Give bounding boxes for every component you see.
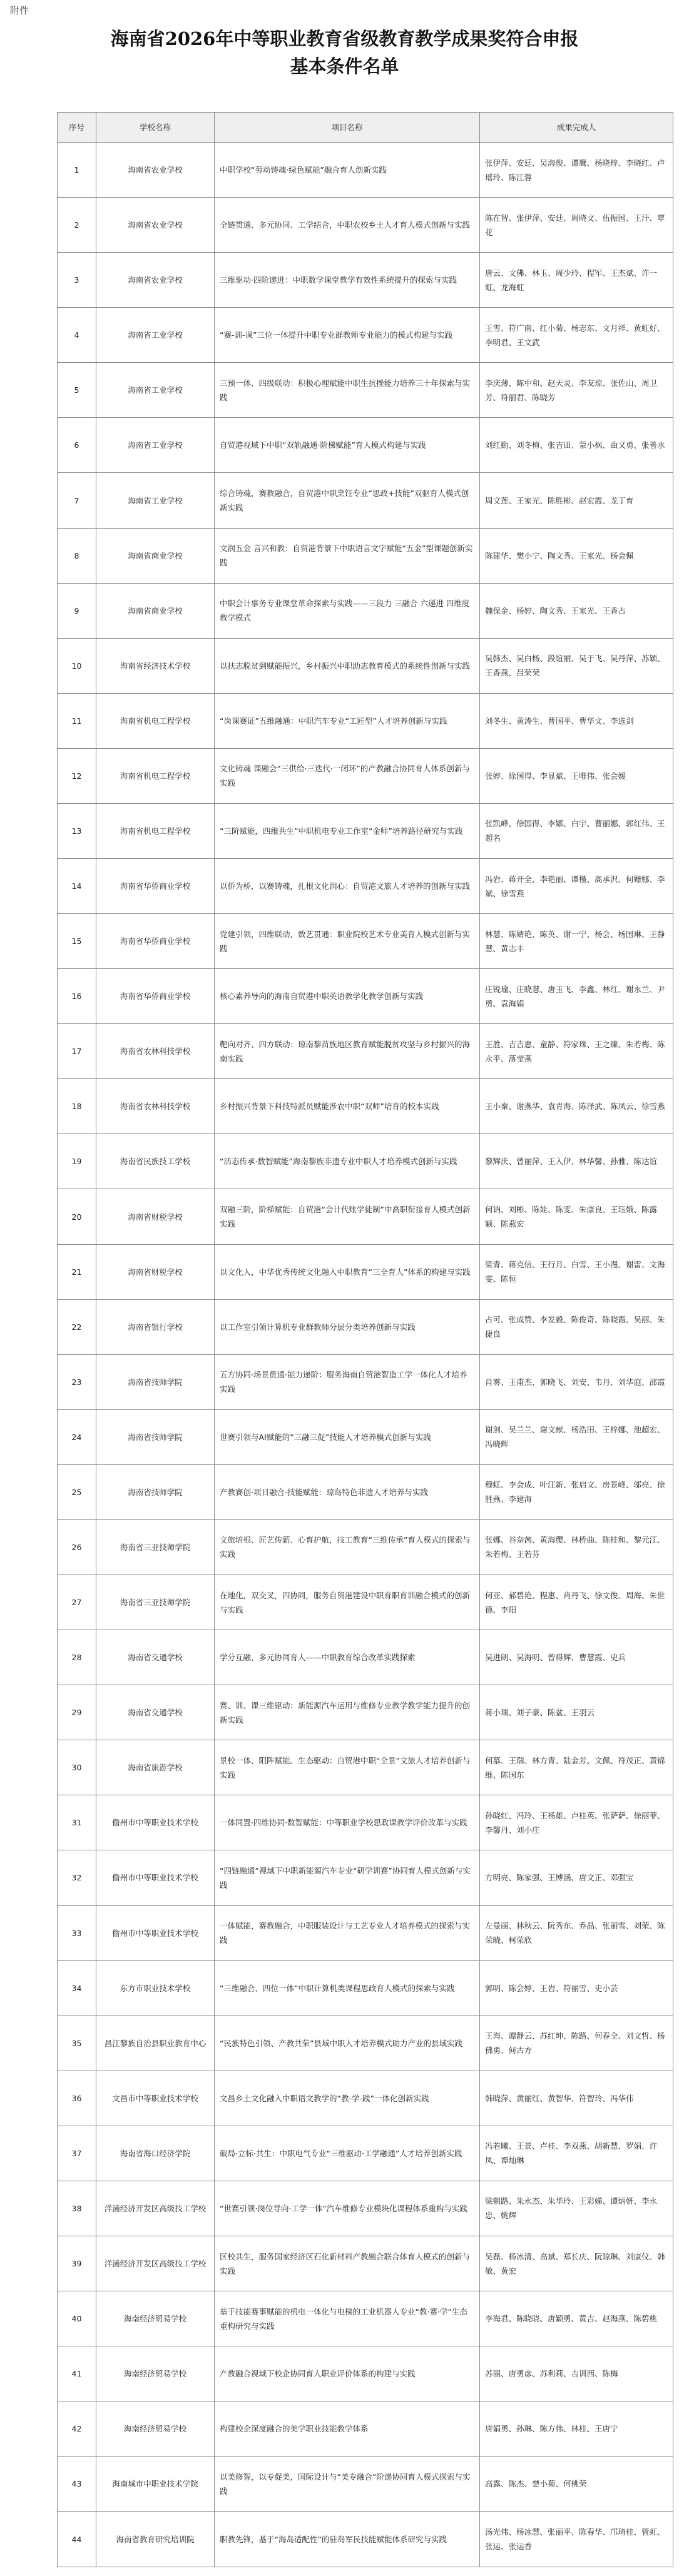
- row-index: 20: [58, 1189, 96, 1244]
- row-members: 孙晓红、冯玲、王杨雄、卢桂英、张萨萨、徐丽菲、李馨丹、刘小庄: [480, 1795, 673, 1850]
- table-row: [58, 1079, 673, 1134]
- row-index: 26: [58, 1519, 96, 1575]
- row-school: 海南省农业学校: [96, 253, 215, 308]
- row-project: 靶向对齐、四方联动：琼南黎苗族地区教育赋能脱贫攻坚与乡村振兴的海南实践: [215, 1024, 480, 1079]
- row-project: 一体同置·四维协同·数智赋能：中等职业学校思政课教学评价改革与实践: [215, 1795, 480, 1850]
- row-members: 吴磊、杨冰清、高斌、郑长庆、阮琼琳、刘康仪、韩敏、黄宏: [480, 2236, 673, 2291]
- row-members: 张凯峰、徐国得、李娜、白宇、曹丽娜、郭红伟、王超名: [480, 803, 673, 858]
- row-project: 核心素养导向的海南自贸港中职英语教学化教学创新与实践: [215, 969, 480, 1024]
- row-members: 林慧、陈婧艳、陈英、谢一宁、杨会、杨国琳、王静慧、黄志丰: [480, 914, 673, 969]
- row-index: 11: [58, 693, 96, 748]
- row-members: 王胜、吉吉惠、童静、符家珠、王之臻、朱若梅、陈永平、落莹燕: [480, 1024, 673, 1079]
- row-school: 海南省财税学校: [96, 1244, 215, 1299]
- page-title: 海南省2026年中等职业教育省级教育教学成果奖符合申报: [110, 28, 579, 49]
- row-school: 海南省三亚技师学院: [96, 1575, 215, 1630]
- row-project: 职教先锋，基于“海岛适配性”的驻岛军民技能赋能体系研究与实践: [215, 2512, 480, 2567]
- row-project: 在地化，双交叉，四协同，服务自贸港建设中职育职育训融合模式的创新与实践: [215, 1575, 480, 1630]
- table-row: [58, 2457, 673, 2512]
- row-index: 31: [58, 1795, 96, 1850]
- table-row: [58, 308, 673, 363]
- table-row: [58, 2401, 673, 2457]
- table-row: [58, 1575, 673, 1630]
- row-index: 15: [58, 914, 96, 969]
- header-members: 成果完成人: [480, 113, 673, 143]
- row-index: 22: [58, 1299, 96, 1354]
- table-row: [58, 1740, 673, 1795]
- row-members: 冯岩、蒋开全、李艳丽、谭槿、高承沢、何姗娜、李斌、徐雪燕: [480, 859, 673, 914]
- row-school: 海南省教育研究培训院: [96, 2512, 215, 2567]
- row-members: 冯若曦、王景、卢桂、李双燕、胡新慧、罗娟、许凤、谭灿琳: [480, 2126, 673, 2181]
- table-row: [58, 638, 673, 693]
- row-project: 一体赋能，赛教融合，中职服装设计与工艺专业人才培养模式的探索与实践: [215, 1905, 480, 1960]
- row-school: 海南省农业学校: [96, 198, 215, 253]
- row-school: 海南经济贸易学校: [96, 2291, 215, 2346]
- row-members: 黎辉庆、曾丽萍、王入伊、林华馨、孙雅、陈达谊: [480, 1134, 673, 1189]
- row-school: 海南省经济技术学校: [96, 638, 215, 693]
- row-index: 41: [58, 2346, 96, 2401]
- row-school: 东方市职业技术学校: [96, 1960, 215, 2016]
- row-members: 吴进朗、吴海明、曾得辉、曹慧霞、史兵: [480, 1630, 673, 1685]
- table-row: [58, 748, 673, 803]
- table-row: [58, 1795, 673, 1850]
- row-index: 13: [58, 803, 96, 858]
- table-row: [58, 418, 673, 473]
- row-school: 海南省农林科技学校: [96, 1024, 215, 1079]
- row-school: 海南省旅游学校: [96, 1740, 215, 1795]
- row-project: 破局·立标·共生：中职电气专业“三维驱动·工学融通”人才培养创新实践: [215, 2126, 480, 2181]
- row-index: 9: [58, 583, 96, 638]
- row-school: 海南省商业学校: [96, 528, 215, 583]
- row-index: 2: [58, 198, 96, 253]
- row-school: 儋州市中等职业技术学校: [96, 1795, 215, 1850]
- row-members: 何亚、郝碧艳、程惠、肖丹飞、徐文俊、周海、朱世德、李阳: [480, 1575, 673, 1630]
- table-row: [58, 1189, 673, 1244]
- row-index: 29: [58, 1685, 96, 1740]
- table-row: [58, 1850, 673, 1905]
- table-row: [58, 528, 673, 583]
- row-school: 海南省华侨商业学校: [96, 859, 215, 914]
- row-project: 文润五金 言兴和教：自贸港背景下中职语言文字赋能“五金”型课题创新实践: [215, 528, 480, 583]
- row-project: 学分互融，多元协同育人——中职教育综合改革实践探索: [215, 1630, 480, 1685]
- row-project: 以美修智，以专促美，国际设计与“美专融合”阶递协同育人模式探索与实践: [215, 2457, 480, 2512]
- row-index: 18: [58, 1079, 96, 1134]
- row-project: 党建引领，四维联动，数艺贯通：职业院校艺术专业美育人模式创新与实践: [215, 914, 480, 969]
- table-row: [58, 859, 673, 914]
- row-project: 区校共生，服务国家经济区石化新材料产教融合联合体育人模式的创新与实践: [215, 2236, 480, 2291]
- row-index: 43: [58, 2457, 96, 2512]
- row-index: 12: [58, 748, 96, 803]
- row-school: 海南省工业学校: [96, 473, 215, 528]
- table-row: [58, 2346, 673, 2401]
- row-school: 海南省技师学院: [96, 1354, 215, 1409]
- table-row: [58, 198, 673, 253]
- table-row: [58, 2512, 673, 2567]
- row-index: 28: [58, 1630, 96, 1685]
- row-index: 5: [58, 363, 96, 418]
- row-school: 海南省农业学校: [96, 143, 215, 198]
- row-members: 吴韩杰、吴白杨、段谊丽、吴于飞、吴丹萍、苏颖、王香燕、吕荣荣: [480, 638, 673, 693]
- row-index: 34: [58, 1960, 96, 2016]
- row-members: 唐娟勇、孙琳、陈方伟、林桂、王唐宁: [480, 2401, 673, 2457]
- page-subtitle: 基本条件名单: [290, 56, 399, 77]
- row-index: 8: [58, 528, 96, 583]
- table-row: [58, 363, 673, 418]
- row-members: 刘冬生、黄涛生、曹国平、曹华文、李选剑: [480, 693, 673, 748]
- table-row: [58, 1024, 673, 1079]
- row-index: 36: [58, 2071, 96, 2126]
- row-members: 陈建华、樊小宁、陶文秀、王家光、杨会佩: [480, 528, 673, 583]
- row-project: “世赛引领·岗位导向·工学一体”汽车维修专业模块化课程体系重构与实践: [215, 2181, 480, 2236]
- table-body: [58, 143, 673, 2567]
- row-members: 唐云、文佛、林玉、周少玲、程军、王杰斌、许一虹、龙海虹: [480, 253, 673, 308]
- row-members: 李庆薄、陈中和、赵天灵、李友琼、张佐山、周卫芳、符丽君、陈晓芳: [480, 363, 673, 418]
- row-members: 王雪、符广南、红小菊、杨志东、文月祥、黄虹好、李明君、王文武: [480, 308, 673, 363]
- row-school: 海南省银行学校: [96, 1299, 215, 1354]
- row-index: 33: [58, 1905, 96, 1960]
- row-project: “四链融通”视域下中职新能源汽车专业“研学训赛”协同育人模式创新与实践: [215, 1850, 480, 1905]
- row-members: 张娜、谷奈茜、黄海缨、林桥曲、陈桂和、黎元江、朱若梅、王若芬: [480, 1519, 673, 1575]
- row-school: 文昌市中等职业技术学校: [96, 2071, 215, 2126]
- row-project: 文化铸魂 课融会“三供给·三迭代·一闭环”的产教融合协同育人体系创新与实践: [215, 748, 480, 803]
- row-project: 构建校企深度融合的美学职业技能教学体系: [215, 2401, 480, 2457]
- row-school: 海南省交通学校: [96, 1630, 215, 1685]
- row-index: 24: [58, 1409, 96, 1464]
- row-project: “民族特色引领、产教共荣”县域中职人才培养模式助力产业的县域实践: [215, 2016, 480, 2071]
- row-school: 海南省工业学校: [96, 418, 215, 473]
- row-project: 三预一体、四级联动：积极心理赋能中职生抗挫能力培养三十年探索与实践: [215, 363, 480, 418]
- table-row: [58, 969, 673, 1024]
- row-school: 海南省机电工程学校: [96, 693, 215, 748]
- awards-table: [57, 112, 673, 2567]
- row-members: 汤光伟、杨冰慧、张丽平、陈春华、邝琦桂、管虹、张运、张运香: [480, 2512, 673, 2567]
- row-school: 洋浦经济开发区高级技工学校: [96, 2236, 215, 2291]
- row-project: 以工作室引领计算机专业群教师分层分类培养创新与实践: [215, 1299, 480, 1354]
- row-project: “岗课赛证”五维融通：中职汽车专业“工匠型”人才培养创新与实践: [215, 693, 480, 748]
- row-members: 蒋小瑞、刘子豪、陈盆、王羽云: [480, 1685, 673, 1740]
- row-index: 32: [58, 1850, 96, 1905]
- table-row: [58, 2071, 673, 2126]
- row-index: 27: [58, 1575, 96, 1630]
- row-school: 海南省技师学院: [96, 1464, 215, 1519]
- row-index: 1: [58, 143, 96, 198]
- attachment-label: 附件: [10, 5, 29, 16]
- row-project: 全链贯通、多元协同、工学结合，中职农校乡土人才育人模式创新与实践: [215, 198, 480, 253]
- row-members: 梁青、蒋克信、王行月、白雪、王小漫、谢雷、文海雯、陈恒: [480, 1244, 673, 1299]
- row-index: 44: [58, 2512, 96, 2567]
- row-members: 魏保金、杨婷、陶文秀、王家光、王香古: [480, 583, 673, 638]
- row-members: 韩晓萍、黄丽红、黄智华、符智玲、冯华伟: [480, 2071, 673, 2126]
- table-row: [58, 2181, 673, 2236]
- table-row: [58, 2126, 673, 2181]
- row-index: 25: [58, 1464, 96, 1519]
- row-index: 39: [58, 2236, 96, 2291]
- row-members: 高露、陈杰、楚小菊、何桃荣: [480, 2457, 673, 2512]
- table-row: [58, 1409, 673, 1464]
- row-school: 海南省交通学校: [96, 1685, 215, 1740]
- table-row: [58, 693, 673, 748]
- table-row: [58, 1630, 673, 1685]
- row-index: 4: [58, 308, 96, 363]
- row-index: 3: [58, 253, 96, 308]
- table-row: [58, 1519, 673, 1575]
- table-row: [58, 1464, 673, 1519]
- row-members: 张婷、徐国得、李显斌、王唯伟、张会媛: [480, 748, 673, 803]
- row-members: 王海、谭静云、苏红坤、陈路、何春全、刘文哲、杨佛勇、何古方: [480, 2016, 673, 2071]
- row-index: 42: [58, 2401, 96, 2457]
- row-index: 40: [58, 2291, 96, 2346]
- row-members: 郭明、陈会婷、王岩、符丽雪、史小芸: [480, 1960, 673, 2016]
- row-members: 王小秦、谢燕华、袁青海、陈泽武、陈凤云、徐雪燕: [480, 1079, 673, 1134]
- table-row: [58, 583, 673, 638]
- row-school: 海南省农林科技学校: [96, 1079, 215, 1134]
- table-row: [58, 1685, 673, 1740]
- row-index: 21: [58, 1244, 96, 1299]
- row-members: 穆虹、李会成、叶江新、张启文、房景峰、邬亮、徐胜燕、李建海: [480, 1464, 673, 1519]
- header-school: 学校名称: [96, 113, 215, 143]
- row-project: 中职学校“劳动铸魂·绿色赋能”融合育人创新实践: [215, 143, 480, 198]
- row-project: 产教赛创·项目融合·技能赋能：琼岛特色非遗人才培养与实践: [215, 1464, 480, 1519]
- row-index: 38: [58, 2181, 96, 2236]
- row-members: 方明亮、陈家强、王博涵、唐文正、邓强宝: [480, 1850, 673, 1905]
- row-project: 五方协同·场景贯通·能力递阶：服务海南自贸港智造工学一体化人才培养实践: [215, 1354, 480, 1409]
- row-project: 以扶志脱贫到赋能振兴，乡村振兴中职助志教育模式的系统性创新与实践: [215, 638, 480, 693]
- table-row: [58, 1134, 673, 1189]
- row-school: 海南省技师学院: [96, 1409, 215, 1464]
- row-school: 昌江黎族自治县职业教育中心: [96, 2016, 215, 2071]
- row-index: 7: [58, 473, 96, 528]
- row-members: 李海君、陈晓晓、唐颖勇、黄吉、赵海燕、陈碧桃: [480, 2291, 673, 2346]
- row-index: 30: [58, 1740, 96, 1795]
- row-index: 35: [58, 2016, 96, 2071]
- row-school: 海南经济贸易学校: [96, 2346, 215, 2401]
- row-members: 张伊萍、安廷、吴海俊、谭鹰、杨晓梓、李晓红、卢瑶玲、陈江蓉: [480, 143, 673, 198]
- row-school: 儋州市中等职业技术学校: [96, 1850, 215, 1905]
- row-project: 文昌乡土文化融入中职语文教学的“教-学-践”一体化创新实践: [215, 2071, 480, 2126]
- table-row: [58, 143, 673, 198]
- row-members: 周文莲、王家光、陈胜彬、赵宏霞、龙丁育: [480, 473, 673, 528]
- table-row: [58, 1299, 673, 1354]
- row-index: 37: [58, 2126, 96, 2181]
- table-row: [58, 2236, 673, 2291]
- row-school: 海南省机电工程学校: [96, 748, 215, 803]
- header-index: 序号: [58, 113, 96, 143]
- row-index: 16: [58, 969, 96, 1024]
- row-members: 肖雾、王甫杰、郭晓飞、刘安、韦丹、刘华庭、邵霞: [480, 1354, 673, 1409]
- row-school: 洋浦经济开发区高级技工学校: [96, 2181, 215, 2236]
- table-header-row: [58, 113, 673, 143]
- table-row: [58, 803, 673, 858]
- row-members: 占可、张成赞、李发毅、陈俊奇、陈晓霞、吴丽、朱捷良: [480, 1299, 673, 1354]
- header-project: 项目名称: [215, 113, 480, 143]
- row-school: 海南省工业学校: [96, 308, 215, 363]
- row-school: 海南省华侨商业学校: [96, 969, 215, 1024]
- table-row: [58, 2291, 673, 2346]
- row-index: 6: [58, 418, 96, 473]
- row-members: 刘红勤、刘冬梅、张吉田、蒙小枫、曲又勇、张善水: [480, 418, 673, 473]
- row-school: 儋州市中等职业技术学校: [96, 1905, 215, 1960]
- row-school: 海南省华侨商业学校: [96, 914, 215, 969]
- table-row: [58, 914, 673, 969]
- row-index: 10: [58, 638, 96, 693]
- row-project: 以侨为桥，以赛铸魂，扎根文化润心：自贸港文旅人才培养的创新与实践: [215, 859, 480, 914]
- row-project: 自贸港视域下中职“双轨融通·阶梯赋能”育人模式构建与实践: [215, 418, 480, 473]
- row-school: 海南经济贸易学校: [96, 2401, 215, 2457]
- row-project: 世赛引领与AI赋能的“三融三促”技能人才培养模式创新与实践: [215, 1409, 480, 1464]
- row-members: 庄锐瑜、庄晓慧、唐玉飞、李鑫、林红、谢永兰、尹勇、袁海娟: [480, 969, 673, 1024]
- row-members: 苏丽、唐勇彦、苏利莉、吉训西、陈梅: [480, 2346, 673, 2401]
- row-school: 海南省工业学校: [96, 363, 215, 418]
- row-members: 陈在智、张伊萍、安廷、周晓文、伍振国、王汗、覃花: [480, 198, 673, 253]
- row-index: 17: [58, 1024, 96, 1079]
- row-index: 19: [58, 1134, 96, 1189]
- row-index: 23: [58, 1354, 96, 1409]
- row-school: 海南省财税学校: [96, 1189, 215, 1244]
- row-project: 中职会计事务专业课堂革命探索与实践——三段力 三融合 六递进 四维度教学模式: [215, 583, 480, 638]
- row-project: 文旅培根、匠艺传薪、心育护航，技工教育“三维传承”育人模式的探索与实践: [215, 1519, 480, 1575]
- row-project: 综合铸魂，赛教融合，自贸港中职烹饪专业“思政+技能”双驱育人模式创新实践: [215, 473, 480, 528]
- row-project: “三阶赋能，四维共生”中职机电专业工作室“金师”培养路径研究与实践: [215, 803, 480, 858]
- table-row: [58, 2016, 673, 2071]
- row-school: 海南省商业学校: [96, 583, 215, 638]
- table-row: [58, 473, 673, 528]
- row-project: 三维驱动·四阶递进：中职数学课堂教学有效性系统提升的探索与实践: [215, 253, 480, 308]
- row-school: 海南省海口经济学院: [96, 2126, 215, 2181]
- row-project: 产教融合视域下校企协同育人职业评价体系的构建与实践: [215, 2346, 480, 2401]
- row-members: 何慕、王瑞、林方青、陆金芳、文佩、符茂正、黄锦维、陈国东: [480, 1740, 673, 1795]
- row-project: “三维融合、四位一体”中职计算机类课程思政育人模式的探索与实践: [215, 1960, 480, 2016]
- row-project: 赛、训、课三维驱动：新能源汽车运用与维修专业教学教学能力提升的创新实践: [215, 1685, 480, 1740]
- row-index: 14: [58, 859, 96, 914]
- row-project: “活态传承·数智赋能”海南黎族非遗专业中职人才培养模式创新与实践: [215, 1134, 480, 1189]
- table-row: [58, 253, 673, 308]
- row-project: 景校一体、阳阵赋能、生态驱动：自贸港中职“全景”文旅人才培养创新与实践: [215, 1740, 480, 1795]
- row-school: 海南城市中职业技术学院: [96, 2457, 215, 2512]
- row-members: 左曼丽、林秋云、阮秀东、乔晶、张丽雪、刘荣、陈荣晓、柯荣欣: [480, 1905, 673, 1960]
- row-school: 海南省民族技工学校: [96, 1134, 215, 1189]
- table-row: [58, 1905, 673, 1960]
- row-members: 何讷、刘彬、陈娃、陈雯、朱康良、王珏娥、陈露颖、陈燕宏: [480, 1189, 673, 1244]
- row-project: 以文化人，中华优秀传统文化融入中职教育“三全育人”体系的构建与实践: [215, 1244, 480, 1299]
- row-school: 海南省机电工程学校: [96, 803, 215, 858]
- table-row: [58, 1354, 673, 1409]
- row-members: 梁朝路、朱永杰、朱华玲、王彩娣、谭炳妍、李永忠、姚辉: [480, 2181, 673, 2236]
- table-row: [58, 1960, 673, 2016]
- row-project: 乡村振兴背景下科技特派员赋能涉农中职“双师”培育的校本实践: [215, 1079, 480, 1134]
- table-row: [58, 1244, 673, 1299]
- row-project: 基于技能赛事赋能的机电一体化与电梯的工业机器人专业“教·赛·学”生态重构研究与实践: [215, 2291, 480, 2346]
- row-school: 海南省三亚技师学院: [96, 1519, 215, 1575]
- row-project: 双融三阶，阶梯赋能：自贸港“会计代账学徒制”中高职衔接育人模式创新实践: [215, 1189, 480, 1244]
- row-members: 谢剑、吴兰兰、谢文献、杨浩田、王梓娜、池超宏、冯晓辉: [480, 1409, 673, 1464]
- row-project: “赛-训-课”三位一体提升中职专业群教师专业能力的模式构建与实践: [215, 308, 480, 363]
